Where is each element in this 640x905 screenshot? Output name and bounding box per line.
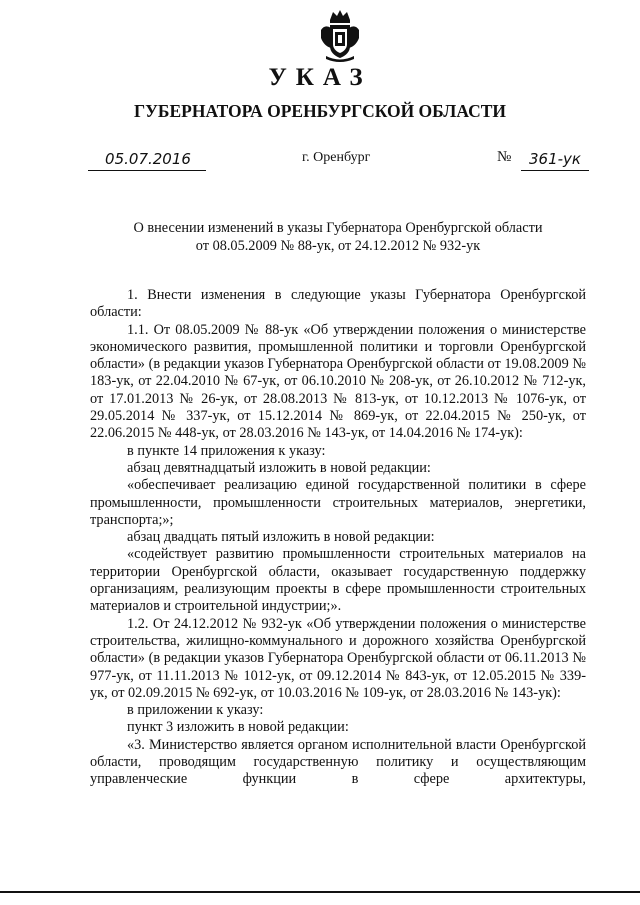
paragraph: абзац девятнадцатый изложить в новой редакции: [127, 459, 431, 476]
document-heading [90, 219, 586, 255]
number-label: № [497, 149, 512, 165]
paragraph: в пункте 14 приложения к указу: [127, 442, 326, 459]
document-body [90, 287, 586, 789]
heading-line-1: О внесении изменений в указы Губернатора Оренбургской области [133, 220, 543, 236]
paragraph: «обеспечивает реализацию единой государственной политики в сфере промышленности, промышленности строительных материалов, энергетики, транспорта;»; [90, 477, 586, 528]
date-underline [88, 170, 206, 171]
paragraph: 1. Внести изменения в следующие указы Губернатора Оренбургской области: [90, 287, 586, 321]
paragraph: 1.1. От 08.05.2009 № 88-ук «Об утверждении положения о министерстве экономического развития, промышленной политики и торговли Оренбургской области» (в редакции указов Губернатора Оренбургской области от 19.08.2009 № 183-ук, от 22.04.2010 № 67-ук, от 06.10.2010 № 208-ук, от 26.10.2012 № 712-ук, от 17.01.2013 № 26-ук, от 28.08.2013 № 813-ук, от 10.12.2013 № 1076-ук, от 29.05.2014 № 337-ук, от 15.12.2014 № 869-ук, от 22.04.2015 № 250-ук, от 22.06.2015 № 448-ук, от 28.03.2016 № 143-ук, от 14.04.2016 № 174-ук): [90, 321, 586, 442]
heading-line-2: от 08.05.2009 № 88-ук, от 24.12.2012 № 932-ук [195, 238, 481, 254]
paragraph: «3. Министерство является органом исполнительной власти Оренбургской области, проводящим государственную политику и осуществляющим управленческие функции в сфере архитектуры, [90, 736, 586, 788]
number-underline [521, 170, 589, 171]
paragraph: «содействует развитию промышленности строительных материалов на территории Оренбургской области, оказывает государственную поддержку организациям, реализующим проекты в сфере промышленности строительных материалов и строительной индустрии;». [90, 546, 586, 615]
coat-of-arms-icon [318, 8, 362, 62]
page-bottom-rule [0, 891, 640, 893]
document-number: 361-ук [529, 150, 581, 168]
paragraph: в приложении к указу: [127, 702, 264, 719]
document-date: 05.07.2016 [105, 150, 191, 168]
paragraph: 1.2. От 24.12.2012 № 932-ук «Об утверждении положения о министерстве строительства, жилищно-коммунального и дорожного хозяйства Оренбургской области» (в редакции указов Губернатора Оренбургской области от 06.11.2013 № 977-ук, от 11.11.2013 № 1012-ук, от 09.12.2014 № 843-ук, от 12.05.2015 № 339-ук, от 02.09.2015 № 692-ук, от 10.03.2016 № 109-ук, от 28.03.2016 № 143-ук): [90, 615, 586, 701]
document-subtitle: ГУБЕРНАТОРА ОРЕНБУРГСКОЙ ОБЛАСТИ [133, 101, 507, 121]
paragraph: абзац двадцать пятый изложить в новой редакции: [127, 529, 435, 546]
document-title: УКАЗ [268, 64, 372, 91]
paragraph: пункт 3 изложить в новой редакции: [127, 719, 349, 736]
document-city: г. Оренбург [302, 150, 371, 165]
